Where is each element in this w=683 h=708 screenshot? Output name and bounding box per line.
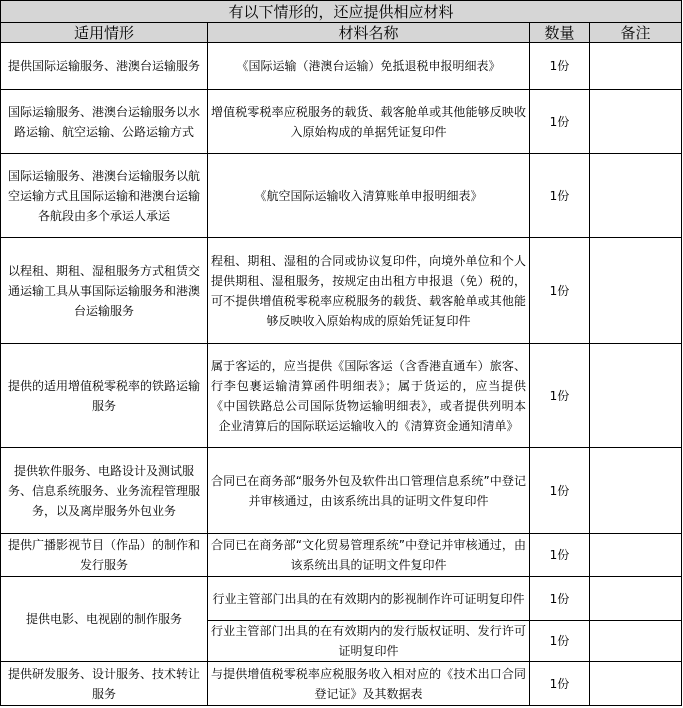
remark-cell — [590, 43, 682, 90]
material-cell: 与提供增值税零税率应税服务收入相对应的《技术出口合同登记证》及其数据表 — [208, 662, 530, 706]
remark-cell — [590, 154, 682, 238]
material-cell: 合同已在商务部“文化贸易管理系统”中登记并审核通过，由该系统出具的证明文件复印件 — [208, 534, 530, 577]
table-row — [1, 577, 682, 621]
header-quantity: 数量 — [530, 23, 590, 43]
table-row — [1, 90, 682, 154]
quantity-cell: 1份 — [530, 577, 590, 621]
remark-cell — [590, 344, 682, 448]
situation-cell: 提供软件服务、电路设计及测试服务、信息系统服务、业务流程管理服务，以及离岸服务外包业务 — [1, 448, 208, 534]
quantity-cell: 1份 — [530, 534, 590, 577]
quantity-cell: 1份 — [530, 154, 590, 238]
situation-cell: 提供广播影视节目（作品）的制作和发行服务 — [1, 534, 208, 577]
material-cell: 《航空国际运输收入清算账单申报明细表》 — [208, 154, 530, 238]
situation-cell: 国际运输服务、港澳台运输服务以航空运输方式且国际运输和港澳台运输各航段由多个承运人承运 — [1, 154, 208, 238]
table-row — [1, 43, 682, 90]
remark-cell — [590, 448, 682, 534]
remark-cell — [590, 577, 682, 621]
situation-cell: 提供国际运输服务、港澳台运输服务 — [1, 43, 208, 90]
table-row — [1, 344, 682, 448]
table-row — [1, 662, 682, 706]
table-row — [1, 238, 682, 344]
remark-cell — [590, 662, 682, 706]
table-row — [1, 448, 682, 534]
quantity-cell: 1份 — [530, 43, 590, 90]
quantity-cell: 1份 — [530, 90, 590, 154]
situation-cell: 提供电影、电视剧的制作服务 — [1, 577, 208, 662]
material-cell: 《国际运输（港澳台运输）免抵退税申报明细表》 — [208, 43, 530, 90]
material-cell: 行业主管部门出具的在有效期内的影视制作许可证明复印件 — [208, 577, 530, 621]
remark-cell — [590, 621, 682, 662]
quantity-cell: 1份 — [530, 621, 590, 662]
remark-cell — [590, 90, 682, 154]
situation-cell: 提供的适用增值税零税率的铁路运输服务 — [1, 344, 208, 448]
material-cell: 增值税零税率应税服务的载货、载客舱单或其他能够反映收入原始构成的单据凭证复印件 — [208, 90, 530, 154]
remark-cell — [590, 238, 682, 344]
quantity-cell: 1份 — [530, 238, 590, 344]
remark-cell — [590, 534, 682, 577]
table-title: 有以下情形的，还应提供相应材料 — [1, 1, 682, 23]
material-cell: 属于客运的，应当提供《国际客运（含香港直通车）旅客、行李包裹运输清算函件明细表》；属于货运的，应当提供《中国铁路总公司国际货物运输明细表》，或者提供列明本企业清算后的国际联运运输收入的《清算资金通知清单》 — [208, 344, 530, 448]
header-remark: 备注 — [590, 23, 682, 43]
quantity-cell: 1份 — [530, 344, 590, 448]
situation-cell: 国际运输服务、港澳台运输服务以水路运输、航空运输、公路运输方式 — [1, 90, 208, 154]
material-cell: 行业主管部门出具的在有效期内的发行版权证明、发行许可证明复印件 — [208, 621, 530, 662]
table-row — [1, 154, 682, 238]
material-cell: 合同已在商务部“服务外包及软件出口管理信息系统”中登记并审核通过，由该系统出具的证明文件复印件 — [208, 448, 530, 534]
header-situation: 适用情形 — [1, 23, 208, 43]
quantity-cell: 1份 — [530, 662, 590, 706]
situation-cell: 以程租、期租、湿租服务方式租赁交通运输工具从事国际运输服务和港澳台运输服务 — [1, 238, 208, 344]
quantity-cell: 1份 — [530, 448, 590, 534]
situation-cell: 提供研发服务、设计服务、技术转让服务 — [1, 662, 208, 706]
material-cell: 程租、期租、湿租的合同或协议复印件，向境外单位和个人提供期租、湿租服务，按规定由出租方申报退（免）税的，可不提供增值税零税率应税服务的载货、载客舱单或其他能够反映收入原始构成的原始凭证复印件 — [208, 238, 530, 344]
header-material: 材料名称 — [208, 23, 530, 43]
table-row — [1, 534, 682, 577]
